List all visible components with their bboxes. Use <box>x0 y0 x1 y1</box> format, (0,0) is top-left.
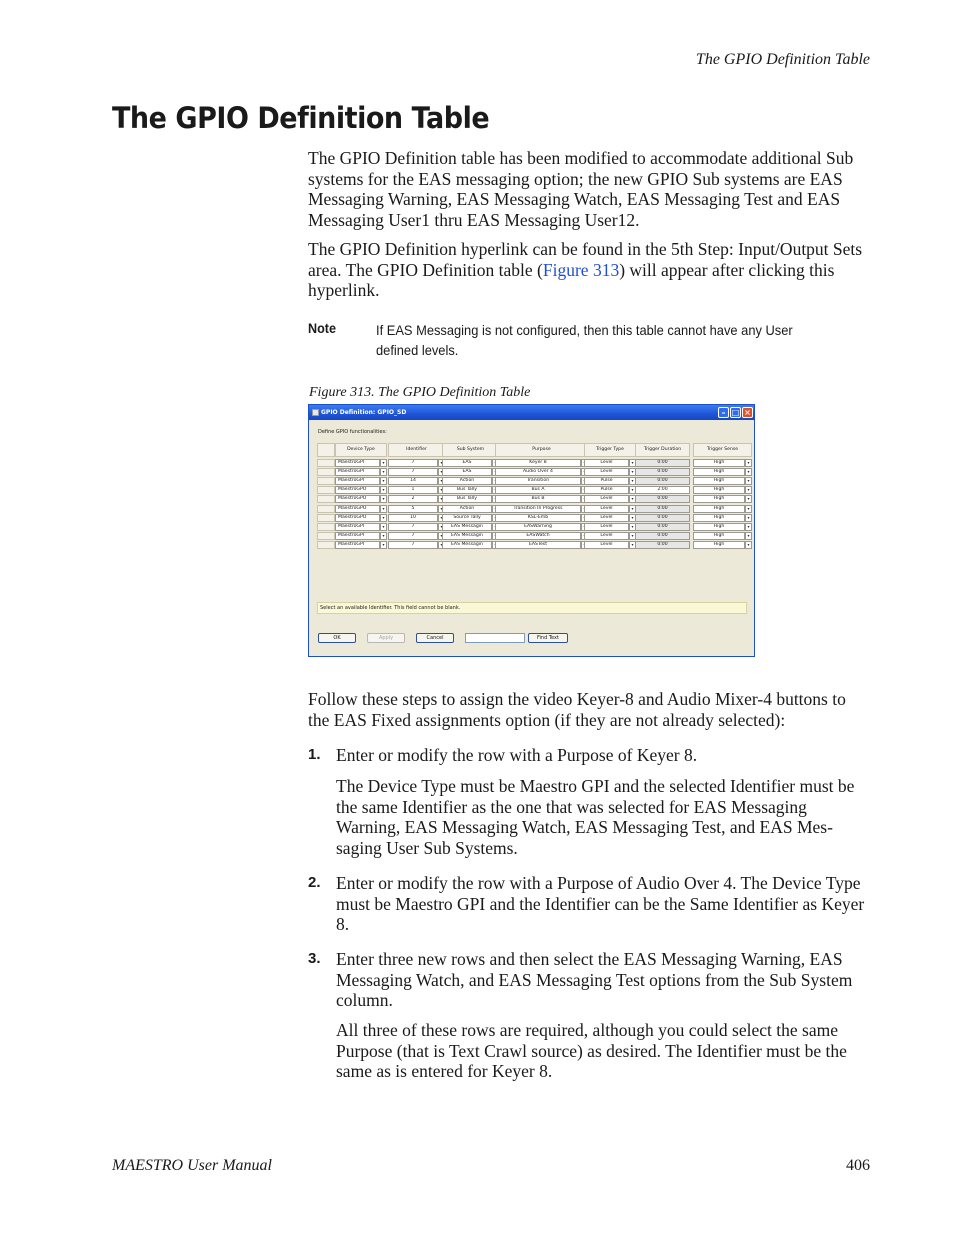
cell-trigger-duration[interactable]: 0:00 <box>635 459 690 467</box>
chevron-down-icon[interactable]: ▾ <box>380 505 387 513</box>
row-selector[interactable] <box>317 532 335 540</box>
cell-purpose[interactable]: Transition <box>495 477 581 485</box>
cancel-button[interactable]: Cancel <box>416 633 454 643</box>
step-1-text: Enter or modify the row with a Purpose of Keyer 8. <box>336 745 698 765</box>
cell-trigger-type[interactable]: Level <box>584 495 629 503</box>
find-text-button[interactable]: Find Text <box>528 633 568 643</box>
steps-intro: Follow these steps to assign the video Keyer-8 and Audio Mixer-4 buttons to the EAS Fixed assignments option (if they are not already selected): <box>308 689 846 730</box>
cell-sub-system[interactable]: Action <box>442 477 492 485</box>
step-3-text: Enter three new rows and then select the EAS Messaging Warning, EAS Messaging Watch, and EAS Messaging Test options from the Sub System column. <box>336 949 853 1010</box>
cell-sub-system[interactable]: Action <box>442 505 492 513</box>
cell-trigger-sense[interactable]: High <box>693 486 745 494</box>
cell-trigger-type[interactable]: Level <box>584 532 629 540</box>
cell-trigger-type[interactable]: Level <box>584 505 629 513</box>
cell-trigger-sense[interactable]: High <box>693 541 745 549</box>
cell-device-type[interactable]: MaestroGPO <box>335 486 380 494</box>
cell-trigger-sense[interactable]: High <box>693 459 745 467</box>
paragraph-hyperlink <box>308 239 870 301</box>
row-selector[interactable] <box>317 523 335 531</box>
row-selector[interactable] <box>317 477 335 485</box>
cell-identifier[interactable]: 7 <box>388 523 438 531</box>
cell-device-type[interactable]: MaestroGPI <box>335 541 380 549</box>
chevron-down-icon[interactable]: ▾ <box>745 486 752 494</box>
chevron-down-icon[interactable]: ▾ <box>629 477 636 485</box>
chevron-down-icon[interactable]: ▾ <box>629 532 636 540</box>
page-title: The GPIO Definition Table <box>112 101 490 135</box>
row-selector[interactable] <box>317 514 335 522</box>
chevron-down-icon[interactable]: ▾ <box>745 495 752 503</box>
row-selector[interactable] <box>317 486 335 494</box>
cell-identifier[interactable]: 7 <box>388 541 438 549</box>
cell-identifier[interactable]: 7 <box>388 459 438 467</box>
cell-trigger-duration[interactable]: 0:00 <box>635 477 690 485</box>
chevron-down-icon[interactable]: ▾ <box>629 514 636 522</box>
cell-trigger-duration[interactable]: 0:00 <box>635 495 690 503</box>
column-header-identifier[interactable]: Identifier <box>388 443 445 457</box>
cell-device-type[interactable]: MaestroGPI <box>335 468 380 476</box>
note-text: If EAS Messaging is not configured, then this table cannot have any User defined levels. <box>376 322 793 358</box>
cell-trigger-type[interactable]: Pulse <box>584 486 629 494</box>
chevron-down-icon[interactable]: ▾ <box>380 477 387 485</box>
gpio-definition-window <box>308 404 755 657</box>
chevron-down-icon[interactable]: ▾ <box>629 541 636 549</box>
column-header-purpose[interactable]: Purpose <box>495 443 588 457</box>
cell-sub-system[interactable]: EAS <box>442 459 492 467</box>
cell-trigger-sense[interactable]: High <box>693 495 745 503</box>
cell-sub-system[interactable]: Bus Tally <box>442 495 492 503</box>
row-selector[interactable] <box>317 468 335 476</box>
cell-trigger-duration[interactable]: 0:00 <box>635 514 690 522</box>
cell-device-type[interactable]: MaestroGPI <box>335 477 380 485</box>
column-header-sub-system[interactable]: Sub System <box>442 443 499 457</box>
cell-device-type[interactable]: MaestroGPO <box>335 514 380 522</box>
chevron-down-icon[interactable]: ▾ <box>629 486 636 494</box>
paragraph-hyperlink-before: The GPIO Definition hyperlink can be found in the 5th Step: Input/Output Sets area. The GPIO Definition table ( <box>308 239 863 280</box>
cell-sub-system[interactable]: EAS Messagin <box>442 532 492 540</box>
step-2-number: 2. <box>308 874 321 891</box>
define-label: Define GPIO functionalities: <box>318 429 387 435</box>
note-label: Note <box>308 320 337 336</box>
row-selector[interactable] <box>317 495 335 503</box>
chevron-down-icon[interactable]: ▾ <box>745 505 752 513</box>
chevron-down-icon[interactable]: ▾ <box>629 505 636 513</box>
window-titlebar <box>309 405 754 420</box>
cell-purpose[interactable]: Bus B <box>495 495 581 503</box>
step-3-number: 3. <box>308 950 321 967</box>
find-text-input[interactable] <box>465 633 525 643</box>
cell-device-type[interactable]: MaestroGPI <box>335 459 380 467</box>
cell-identifier[interactable]: 2 <box>388 495 438 503</box>
cell-trigger-duration[interactable]: 0:00 <box>635 541 690 549</box>
cell-identifier[interactable]: 10 <box>388 514 438 522</box>
page-number: 406 <box>846 1157 870 1174</box>
cell-purpose[interactable]: Keyer 8 <box>495 459 581 467</box>
paragraph-hyperlink-after: ) will appear after clicking this hyperlink. <box>308 259 835 300</box>
cell-trigger-sense[interactable]: High <box>693 477 745 485</box>
cell-identifier[interactable]: 5 <box>388 505 438 513</box>
cell-purpose[interactable]: EASWatch <box>495 532 581 540</box>
paragraph-intro: The GPIO Definition table has been modified to accommodate additional Sub systems for the EAS messaging option; the new GPIO Sub systems are EAS Messaging Warning, EAS Messaging Watch, EAS Messaging Test and EAS Messaging User1 thru EAS Messaging User12. <box>308 148 854 230</box>
cell-trigger-duration[interactable]: 0:00 <box>635 468 690 476</box>
chevron-down-icon[interactable]: ▾ <box>380 486 387 494</box>
cell-identifier[interactable]: 14 <box>388 477 438 485</box>
figure-caption: Figure 313. The GPIO Definition Table <box>309 385 531 400</box>
chevron-down-icon[interactable]: ▾ <box>745 477 752 485</box>
cell-device-type[interactable]: MaestroGPO <box>335 505 380 513</box>
cell-identifier[interactable]: 7 <box>388 532 438 540</box>
apply-button[interactable]: Apply <box>367 633 405 643</box>
cell-trigger-type[interactable]: Level <box>584 459 629 467</box>
chevron-down-icon[interactable]: ▾ <box>745 514 752 522</box>
cell-purpose[interactable]: KSL-Emb <box>495 514 581 522</box>
cell-identifier[interactable]: 1 <box>388 486 438 494</box>
cell-purpose[interactable]: EASWarning <box>495 523 581 531</box>
column-header-trigger-sense[interactable]: Trigger Sense <box>693 443 752 457</box>
chevron-down-icon[interactable]: ▾ <box>629 523 636 531</box>
header-corner <box>317 443 335 457</box>
row-selector[interactable] <box>317 541 335 549</box>
cell-device-type[interactable]: MaestroGPI <box>335 532 380 540</box>
window-title: GPIO Definition: GPIO_SD <box>321 409 407 416</box>
chevron-down-icon[interactable]: ▾ <box>380 523 387 531</box>
cell-device-type[interactable]: MaestroGPO <box>335 495 380 503</box>
cell-device-type[interactable]: MaestroGPI <box>335 523 380 531</box>
chevron-down-icon[interactable]: ▾ <box>629 495 636 503</box>
cell-trigger-type[interactable]: Level <box>584 514 629 522</box>
chevron-down-icon[interactable]: ▾ <box>380 495 387 503</box>
cell-trigger-sense[interactable]: High <box>693 532 745 540</box>
cell-trigger-duration[interactable]: 0:00 <box>635 505 690 513</box>
cell-purpose[interactable]: EASTest <box>495 541 581 549</box>
chevron-down-icon[interactable]: ▾ <box>380 532 387 540</box>
close-icon[interactable]: × <box>742 407 753 418</box>
row-selector[interactable] <box>317 459 335 467</box>
maximize-icon[interactable]: □ <box>731 408 740 417</box>
status-message: Select an available Identifier. This field cannot be blank. <box>317 602 747 614</box>
cell-trigger-type[interactable]: Level <box>584 468 629 476</box>
cell-trigger-sense[interactable]: High <box>693 468 745 476</box>
cell-sub-system[interactable]: Source Tally <box>442 514 492 522</box>
chevron-down-icon[interactable]: ▾ <box>745 541 752 549</box>
cell-trigger-type[interactable]: Pulse <box>584 477 629 485</box>
running-head: The GPIO Definition Table <box>695 51 870 68</box>
chevron-down-icon[interactable]: ▾ <box>745 523 752 531</box>
figure-link[interactable]: Figure 313 <box>542 259 620 280</box>
cell-sub-system[interactable]: EAS Messagin <box>442 523 492 531</box>
column-header-trigger-type[interactable]: Trigger Type <box>584 443 636 457</box>
cell-sub-system[interactable]: EAS <box>442 468 492 476</box>
chevron-down-icon[interactable]: ▾ <box>380 541 387 549</box>
cell-trigger-sense[interactable]: High <box>693 523 745 531</box>
minimize-icon[interactable]: – <box>718 407 729 418</box>
cell-trigger-sense[interactable]: High <box>693 514 745 522</box>
cell-trigger-duration[interactable]: 0:00 <box>635 523 690 531</box>
cell-purpose[interactable]: Bus A <box>495 486 581 494</box>
cell-sub-system[interactable]: EAS Messagin <box>442 541 492 549</box>
chevron-down-icon[interactable]: ▾ <box>380 514 387 522</box>
column-header-trigger-duration[interactable]: Trigger Duration <box>635 443 690 457</box>
footer-manual-title: MAESTRO User Manual <box>112 1157 272 1174</box>
cell-purpose[interactable]: Audio Over 4 <box>495 468 581 476</box>
cell-trigger-sense[interactable]: High <box>693 505 745 513</box>
step-3-detail: All three of these rows are required, although you could select the same Purpose (that is Text Crawl source) as desired. The Identifier must be the same as is entered for Keyer 8. <box>336 1020 847 1081</box>
cell-purpose[interactable]: Transition In Progress <box>495 505 581 513</box>
chevron-down-icon[interactable]: ▾ <box>745 532 752 540</box>
row-selector[interactable] <box>317 505 335 513</box>
cell-trigger-duration[interactable]: 0:00 <box>635 532 690 540</box>
cell-sub-system[interactable]: Bus Tally <box>442 486 492 494</box>
chevron-down-icon[interactable]: ▾ <box>629 459 636 467</box>
cell-trigger-type[interactable]: Level <box>584 541 629 549</box>
chevron-down-icon[interactable]: ▾ <box>629 468 636 476</box>
step-1-detail: The Device Type must be Maestro GPI and the selected Identifier must be the same Identifier as the one that was selected for EAS Messaging Warning, EAS Messaging Watch, EAS Messaging Test, and EAS Mes-saging User Sub Systems. <box>336 776 855 858</box>
column-header-device-type[interactable]: Device Type <box>335 443 387 457</box>
chevron-down-icon[interactable]: ▾ <box>380 468 387 476</box>
ok-button[interactable]: OK <box>318 633 356 643</box>
step-1-number: 1. <box>308 746 321 763</box>
cell-identifier[interactable]: 7 <box>388 468 438 476</box>
chevron-down-icon[interactable]: ▾ <box>745 459 752 467</box>
chevron-down-icon[interactable]: ▾ <box>745 468 752 476</box>
window-app-icon <box>312 409 319 416</box>
chevron-down-icon[interactable]: ▾ <box>380 459 387 467</box>
step-2-text: Enter or modify the row with a Purpose of Audio Over 4. The Device Type must be Maestro GPI and the Identifier can be the Same Identifier as Keyer 8. <box>336 873 865 934</box>
cell-trigger-type[interactable]: Level <box>584 523 629 531</box>
cell-trigger-duration[interactable]: 2:00 <box>635 486 690 494</box>
